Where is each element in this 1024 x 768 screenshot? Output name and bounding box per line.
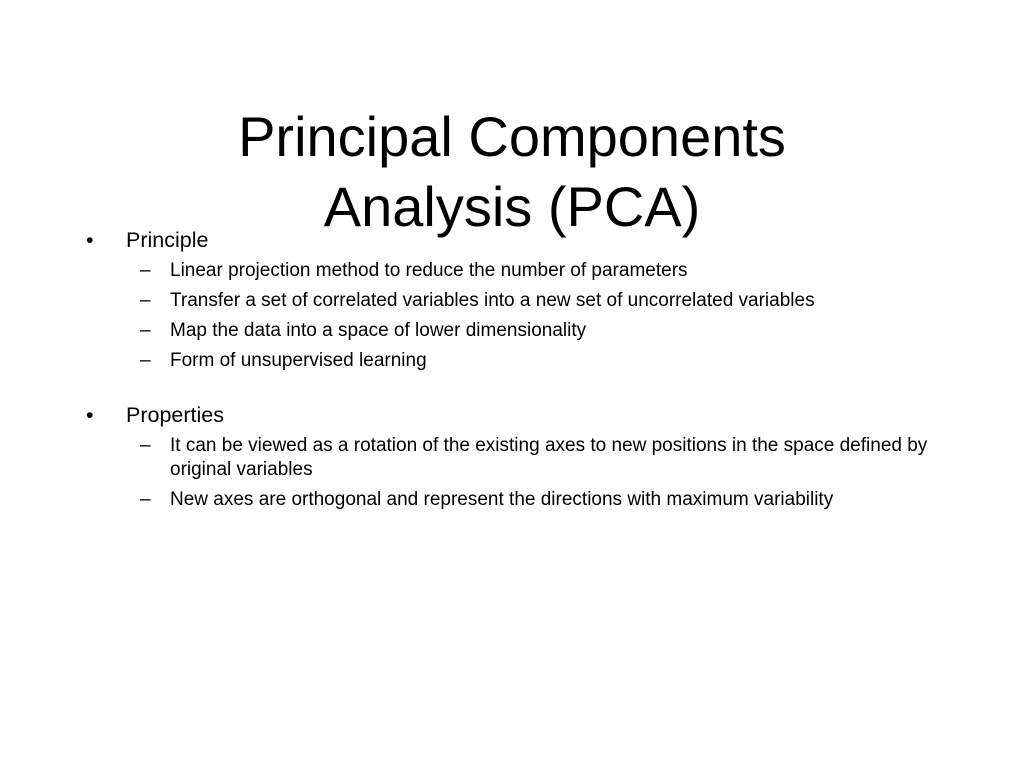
list-item [86, 319, 946, 343]
list-item-text: It can be viewed as a rotation of the existing axes to new positions in the space defined by original variables [170, 435, 928, 480]
bullet-properties [86, 399, 946, 431]
list-item [86, 259, 946, 283]
section-properties [86, 399, 946, 512]
list-item-text: New axes are orthogonal and represent the directions with maximum variability [170, 489, 834, 510]
list-item-text: Form of unsupervised learning [170, 350, 427, 371]
list-item-text: Linear projection method to reduce the number of parameters [170, 260, 688, 281]
bullet-label: Principle [126, 228, 209, 252]
sub-list [86, 259, 946, 373]
bullet-label: Properties [126, 403, 224, 427]
list-item [86, 488, 946, 512]
bullet-principle [86, 224, 946, 256]
page-title [0, 102, 1024, 242]
dash-icon: – [140, 350, 151, 371]
title-line-2: Analysis (PCA) [323, 174, 701, 238]
dash-icon: – [140, 489, 151, 510]
sub-list [86, 434, 946, 512]
list-item-text: Map the data into a space of lower dimensionality [170, 320, 587, 341]
dash-icon: – [140, 320, 151, 341]
dash-icon: – [140, 435, 151, 456]
dash-icon: – [140, 290, 151, 311]
slide-body [86, 224, 946, 518]
section-principle [86, 224, 946, 373]
list-item [86, 349, 946, 373]
list-item-text: Transfer a set of correlated variables into a new set of uncorrelated variables [170, 290, 815, 311]
list-item [86, 434, 946, 482]
title-line-1: Principal Components [238, 104, 786, 168]
bullet-icon: • [86, 228, 94, 252]
list-item [86, 289, 946, 313]
bullet-icon: • [86, 403, 94, 427]
dash-icon: – [140, 260, 151, 281]
